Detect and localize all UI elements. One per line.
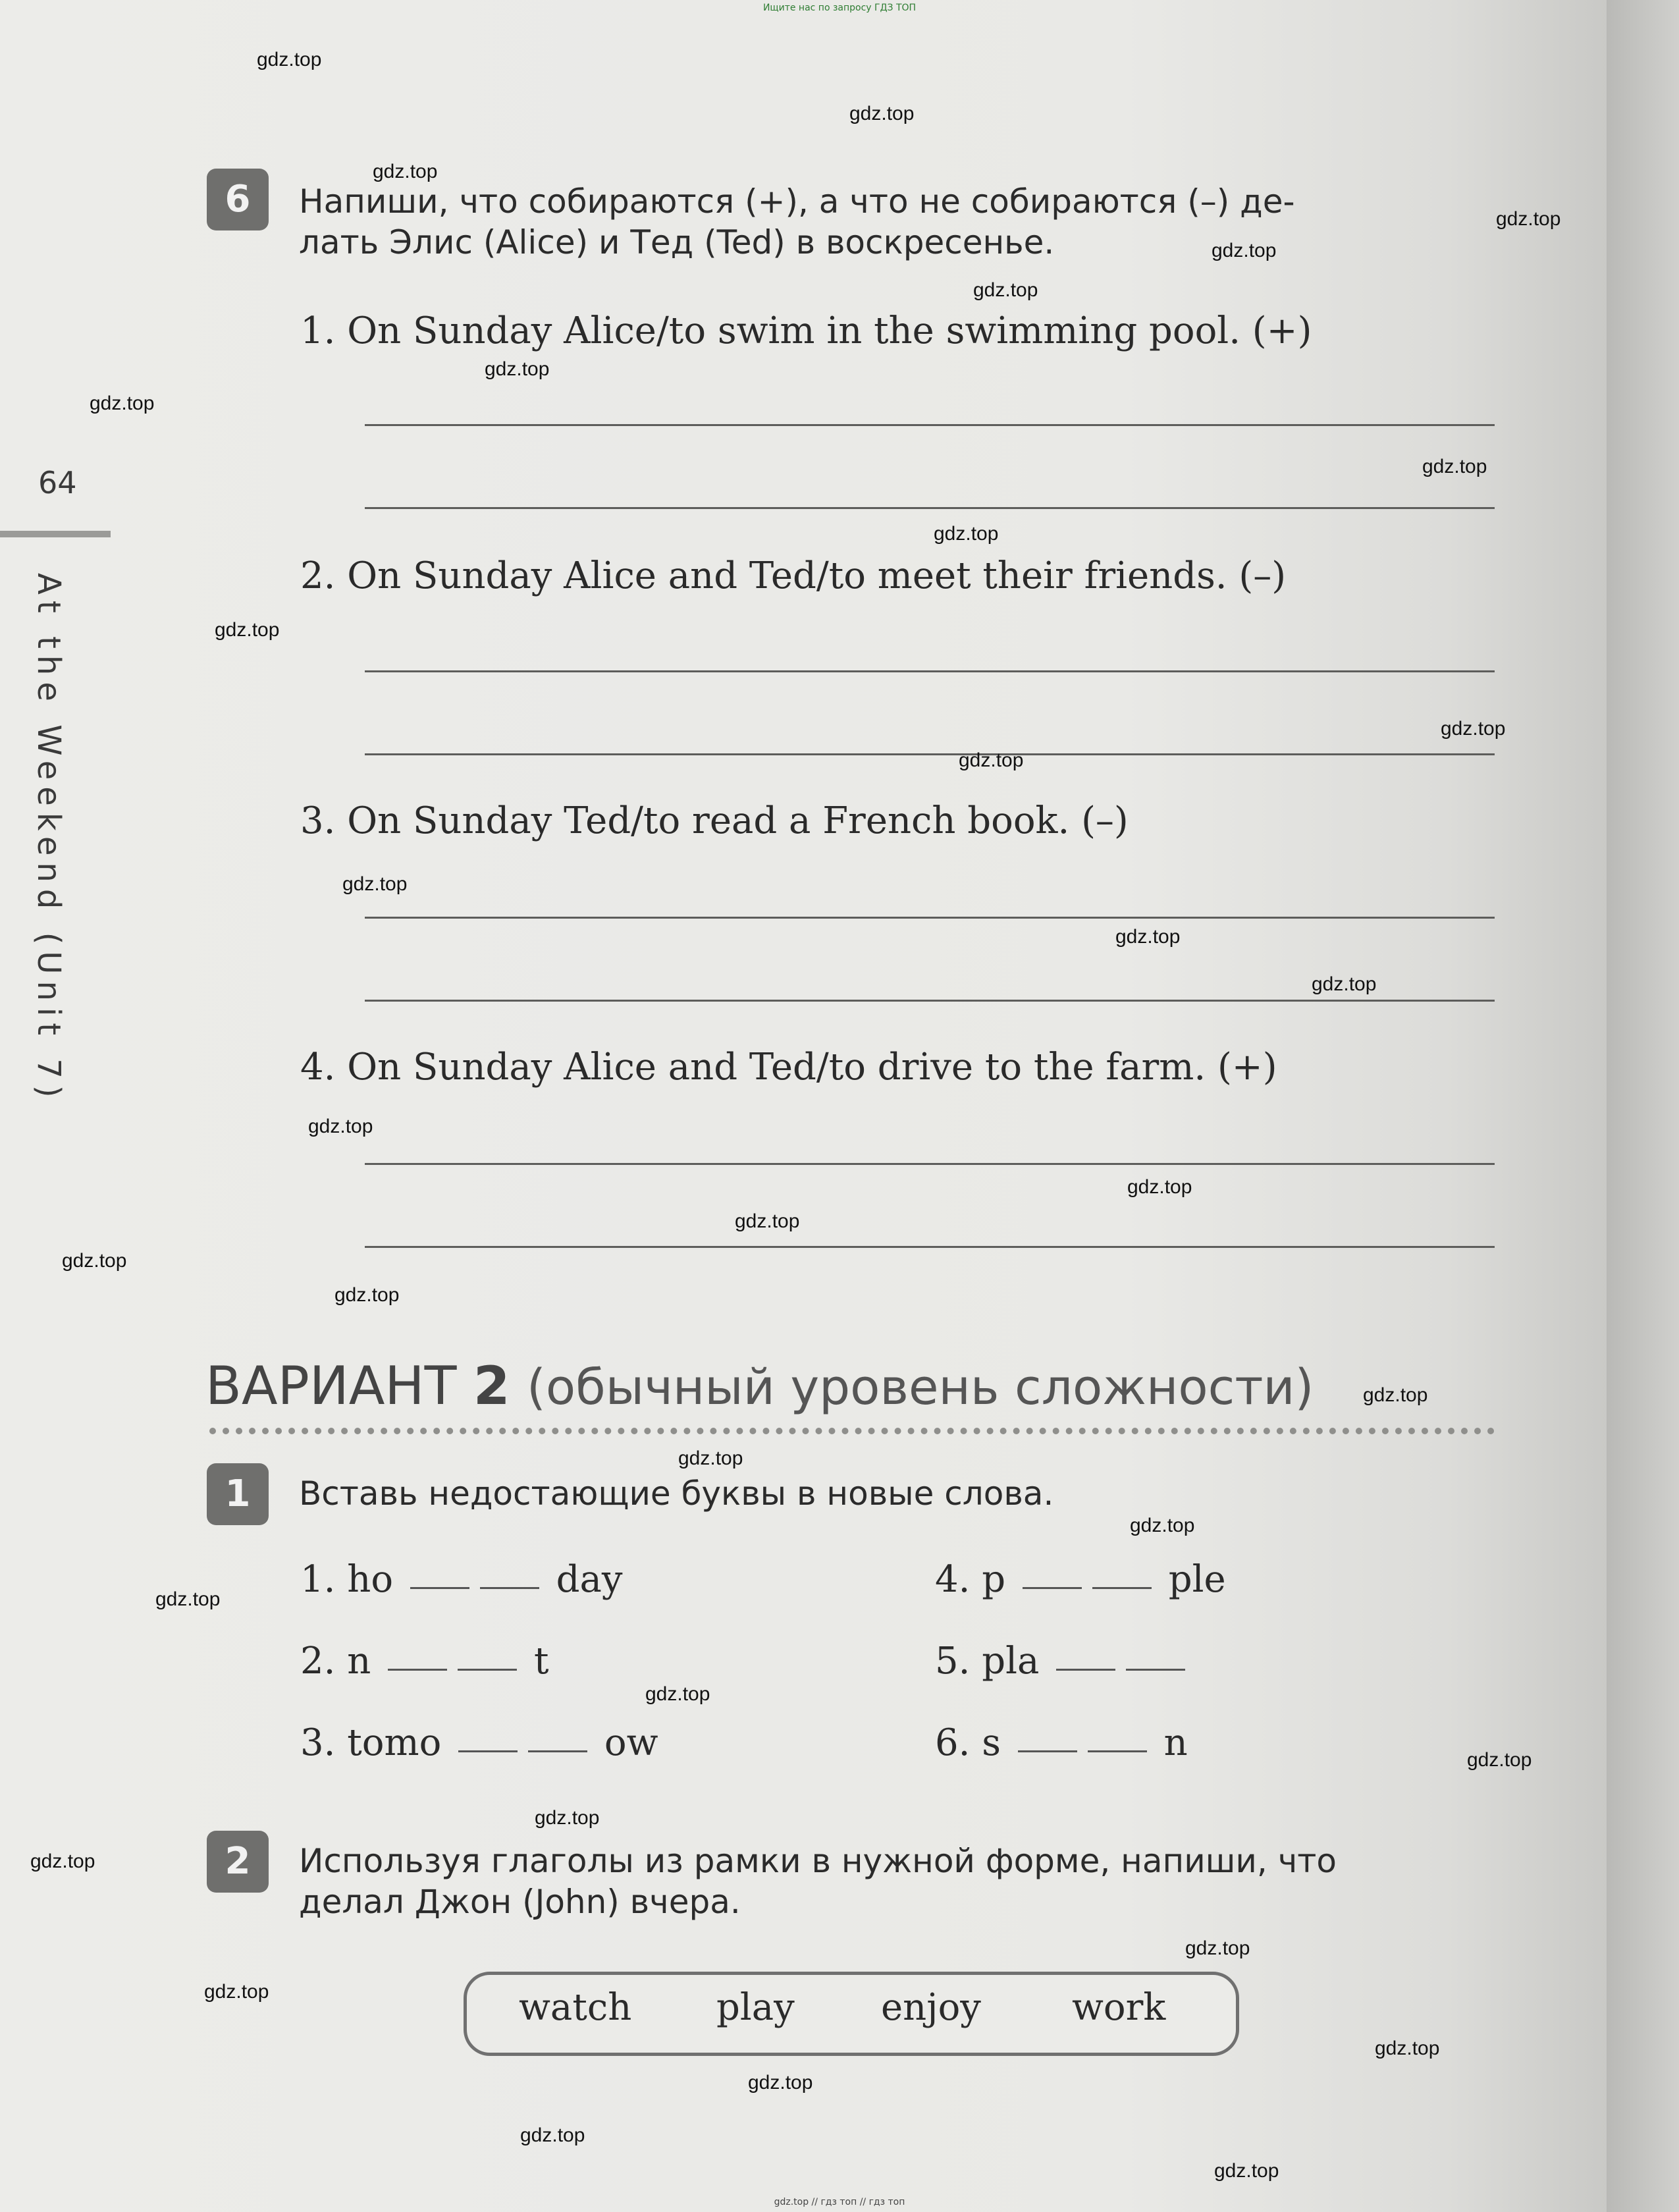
- letter-blank[interactable]: [458, 1666, 517, 1671]
- page-edge-shadow: [1607, 0, 1679, 2212]
- watermark: gdz.top: [1185, 1937, 1250, 1959]
- page-number-rule: [0, 531, 111, 537]
- watermark: gdz.top: [204, 1981, 269, 2003]
- letter-blank[interactable]: [1088, 1748, 1147, 1752]
- watermark: gdz.top: [257, 49, 322, 70]
- watermark: gdz.top: [90, 392, 155, 414]
- letter-blank[interactable]: [1056, 1666, 1115, 1671]
- task-6-instruction-line-2: лать Элис (Alice) и Тед (Ted) в воскресенье.: [299, 223, 1055, 261]
- task-2-instruction-line-2: делал Джон (John) вчера.: [299, 1883, 741, 1921]
- watermark: gdz.top: [1422, 456, 1487, 477]
- page-number: 64: [38, 465, 77, 500]
- sidebar-title: At the Weekend (Unit 7): [30, 573, 67, 1104]
- watermark: gdz.top: [30, 1850, 95, 1872]
- watermark: gdz.top: [334, 1284, 400, 1306]
- word-item-1: 1. ho day: [300, 1558, 623, 1601]
- watermark: gdz.top: [849, 103, 915, 124]
- task-6-item-2: 2. On Sunday Alice and Ted/to meet their friends. (–): [300, 554, 1287, 597]
- letter-blank[interactable]: [388, 1666, 447, 1671]
- watermark: gdz.top: [342, 873, 408, 895]
- watermark: gdz.top: [485, 358, 550, 380]
- watermark: gdz.top: [1467, 1749, 1532, 1771]
- watermark: gdz.top: [373, 161, 438, 182]
- answer-line[interactable]: [365, 753, 1495, 755]
- task-6-badge: 6: [207, 169, 269, 230]
- answer-line[interactable]: [365, 1000, 1495, 1002]
- watermark: gdz.top: [1212, 240, 1277, 261]
- letter-blank[interactable]: [1092, 1584, 1152, 1589]
- letter-blank[interactable]: [480, 1584, 539, 1589]
- watermark: gdz.top: [535, 1807, 600, 1829]
- task-6-item-1: 1. On Sunday Alice/to swim in the swimming pool. (+): [300, 310, 1312, 352]
- watermark: gdz.top: [934, 523, 999, 545]
- watermark: gdz.top: [645, 1683, 710, 1705]
- answer-line[interactable]: [365, 424, 1495, 426]
- task-6-item-4: 4. On Sunday Alice and Ted/to drive to the farm. (+): [300, 1046, 1277, 1089]
- watermark: gdz.top: [1441, 718, 1506, 740]
- watermark: gdz.top: [1214, 2160, 1279, 2182]
- watermark: gdz.top: [1363, 1384, 1428, 1406]
- dotted-divider: [209, 1428, 1495, 1434]
- variant-subtitle: (обычный уровень сложности): [527, 1359, 1314, 1416]
- answer-line[interactable]: [365, 670, 1495, 672]
- watermark: gdz.top: [678, 1447, 743, 1469]
- task-2-instruction-line-1: Используя глаголы из рамки в нужной форме, напиши, что: [299, 1842, 1337, 1880]
- letter-blank[interactable]: [410, 1584, 469, 1589]
- watermark: gdz.top: [735, 1210, 800, 1232]
- watermark: gdz.top: [959, 749, 1024, 771]
- task-2-badge: 2: [207, 1831, 269, 1893]
- watermark: gdz.top: [155, 1588, 221, 1610]
- variant-number: 2: [473, 1355, 510, 1416]
- watermark: gdz.top: [215, 619, 280, 641]
- watermark: gdz.top: [62, 1250, 127, 1272]
- watermark: gdz.top: [973, 279, 1038, 301]
- word-item-6: 6. s n: [935, 1721, 1188, 1764]
- watermark: gdz.top: [1375, 2037, 1440, 2059]
- task-1-instruction: Вставь недостающие буквы в новые слова.: [299, 1474, 1054, 1513]
- letter-blank[interactable]: [1023, 1584, 1082, 1589]
- watermark: gdz.top: [308, 1116, 373, 1137]
- watermark: gdz.top: [1312, 973, 1377, 995]
- answer-line[interactable]: [365, 507, 1495, 509]
- letter-blank[interactable]: [528, 1748, 587, 1752]
- verb-word: watch: [519, 1986, 632, 2029]
- word-item-4: 4. p ple: [935, 1558, 1226, 1601]
- verb-word: work: [1072, 1986, 1166, 2029]
- letter-blank[interactable]: [458, 1748, 518, 1752]
- word-item-5: 5. pla: [935, 1640, 1190, 1683]
- task-6-instruction-line-1: Напиши, что собираются (+), а что не собираются (–) де-: [299, 182, 1295, 221]
- footer-note: gdz.top // гдз топ // гдз топ: [774, 2197, 905, 2207]
- variant-heading: [205, 1355, 1314, 1416]
- word-item-3: 3. tomo ow: [300, 1721, 658, 1764]
- watermark: gdz.top: [748, 2072, 813, 2093]
- variant-label: ВАРИАНТ: [205, 1355, 457, 1416]
- task-6-item-3: 3. On Sunday Ted/to read a French book. (–): [300, 799, 1129, 842]
- watermark: gdz.top: [520, 2124, 585, 2146]
- answer-line[interactable]: [365, 917, 1495, 919]
- letter-blank[interactable]: [1018, 1748, 1077, 1752]
- watermark: gdz.top: [1130, 1515, 1195, 1536]
- watermark: gdz.top: [1496, 208, 1561, 230]
- watermark: gdz.top: [1127, 1176, 1192, 1198]
- task-1-badge: 1: [207, 1463, 269, 1525]
- word-item-2: 2. n t: [300, 1640, 549, 1683]
- answer-line[interactable]: [365, 1163, 1495, 1165]
- verb-word: enjoy: [881, 1986, 981, 2029]
- verb-word: play: [716, 1986, 795, 2029]
- header-note: Ищите нас по запросу ГДЗ ТОП: [762, 3, 917, 13]
- answer-line[interactable]: [365, 1246, 1495, 1248]
- watermark: gdz.top: [1115, 926, 1181, 948]
- letter-blank[interactable]: [1126, 1666, 1185, 1671]
